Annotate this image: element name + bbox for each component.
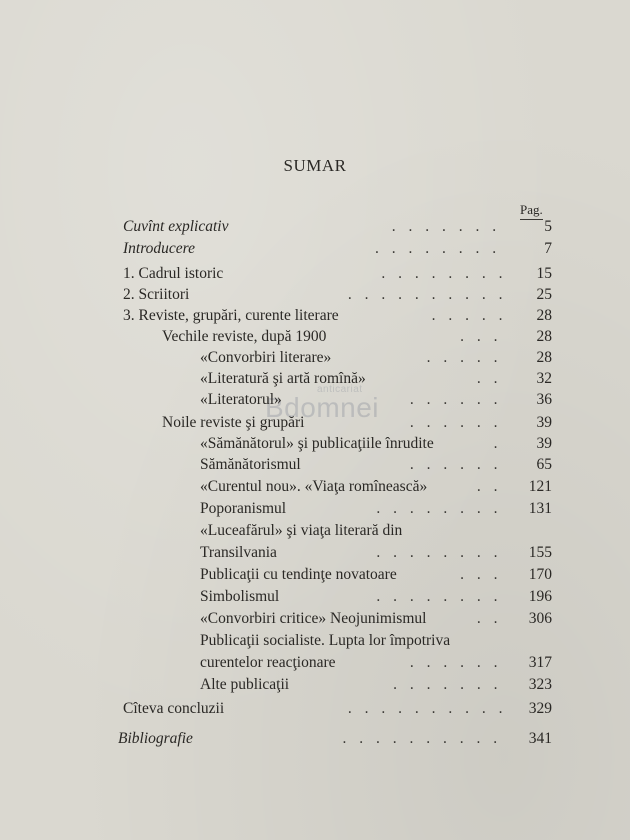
toc-entry-poporanismul — [200, 500, 502, 522]
toc-entry-transilvania — [200, 544, 502, 566]
toc-page: 39 — [536, 414, 552, 431]
toc-dots: . . . . . — [431, 307, 507, 324]
toc-label: Transilvania — [200, 544, 277, 561]
toc-entry-scriitori — [123, 286, 507, 308]
toc-label: Alte publicaţii — [200, 676, 290, 693]
toc-dots: . . . — [460, 328, 502, 345]
toc-label: Cuvînt explicativ — [123, 218, 229, 235]
toc-label: «Luceafărul» şi viaţa literară din — [200, 522, 403, 539]
toc-entry-alte-publicatii — [200, 676, 502, 698]
toc-page: 317 — [528, 654, 552, 671]
toc-page: 170 — [528, 566, 552, 583]
page-column-header: Pag. — [520, 202, 543, 220]
toc-label: Poporanismul — [200, 500, 287, 517]
toc-label: 1. Cadrul istoric — [123, 265, 224, 282]
toc-label: 3. Reviste, grupări, curente literare — [123, 307, 339, 324]
toc-page: 323 — [528, 676, 552, 693]
toc-page: 65 — [536, 456, 552, 473]
toc-entry-publicatii-socialiste — [200, 632, 520, 654]
toc-page: 196 — [528, 588, 552, 605]
toc-label: Sămănătorismul — [200, 456, 301, 473]
toc-page: 36 — [536, 391, 552, 408]
toc-entry-literatorul — [200, 391, 502, 413]
toc-entry-introducere — [123, 240, 501, 262]
toc-dots: . . . . . . . . — [376, 588, 502, 605]
toc-entry-luceafarul — [200, 522, 502, 544]
toc-page: 121 — [528, 478, 552, 495]
toc-dots: . . . — [460, 566, 502, 583]
toc-entry-bibliografie — [118, 730, 502, 752]
toc-entry-literatura — [200, 370, 502, 392]
toc-entry-curentul-nou — [200, 478, 502, 500]
toc-dots: . . . . . . . — [393, 676, 502, 693]
toc-page: 28 — [536, 307, 552, 324]
toc-label: 2. Scriitori — [123, 286, 190, 303]
toc-entry-simbolismul — [200, 588, 502, 610]
toc-page: 28 — [536, 349, 552, 366]
toc-dots: . — [493, 435, 502, 452]
toc-label: «Sămănătorul» şi publicaţiile înrudite — [200, 435, 434, 452]
toc-dots: . . . . . . . . — [381, 265, 507, 282]
toc-dots: . . . . . . . . . . — [347, 700, 507, 717]
toc-page: 32 — [536, 370, 552, 387]
watermark-small: anticariat — [317, 384, 363, 395]
toc-entry-noile — [162, 414, 502, 436]
toc-label: Simbolismul — [200, 588, 280, 605]
toc-dots: . . . . . . . . — [376, 500, 502, 517]
toc-dots: . . . . . . — [409, 414, 502, 431]
toc-page: 155 — [528, 544, 552, 561]
toc-page: 15 — [536, 265, 552, 282]
toc-page: 25 — [536, 286, 552, 303]
toc-entry-curentelor — [200, 654, 502, 676]
toc-label: Vechile reviste, după 1900 — [162, 328, 327, 345]
toc-entry-convorbiri-critice — [200, 610, 502, 632]
toc-page: 7 — [544, 240, 552, 257]
toc-label: Introducere — [123, 240, 196, 257]
toc-dots: . . — [476, 478, 502, 495]
toc-page: 329 — [528, 700, 552, 717]
toc-label: «Convorbiri literare» — [200, 349, 332, 366]
toc-label: Noile reviste şi grupări — [162, 414, 305, 431]
watermark-text: Bdomnei — [265, 392, 380, 423]
toc-page: 5 — [544, 218, 552, 235]
page-title: SUMAR — [283, 156, 347, 175]
toc-entry-publicatii-novatoare — [200, 566, 502, 588]
toc-entry-cuvint — [123, 218, 501, 240]
toc-page: 39 — [536, 435, 552, 452]
toc-entry-convorbiri-literare — [200, 349, 502, 371]
toc-page: 131 — [528, 500, 552, 517]
toc-label: «Literatorul» — [200, 391, 282, 408]
toc-label: «Convorbiri critice» Neojunimismul — [200, 610, 427, 627]
toc-label: Publicaţii socialiste. Lupta lor împotriva — [200, 632, 451, 649]
toc-dots: . . . . . . — [409, 456, 502, 473]
toc-dots: . . . . . — [426, 349, 502, 366]
toc-dots: . . — [476, 610, 502, 627]
toc-entry-concluzii — [123, 700, 507, 722]
toc-page: 306 — [528, 610, 552, 627]
toc-dots: . . . . . . — [409, 391, 502, 408]
toc-dots: . . . . . . . . . . — [342, 730, 502, 747]
toc-label: Publicaţii cu tendinţe novatoare — [200, 566, 397, 583]
toc-dots: . . — [476, 370, 502, 387]
toc-entry-samanatorismul — [200, 456, 502, 478]
toc-dots: . . . . . . — [409, 654, 502, 671]
toc-entry-reviste — [123, 307, 507, 329]
toc-page: 28 — [536, 328, 552, 345]
toc-label: Bibliografie — [118, 730, 193, 747]
toc-label: curentelor reacţionare — [200, 654, 336, 671]
toc-label: «Literatură şi artă romînă» — [200, 370, 366, 387]
toc-dots: . . . . . . . . — [376, 544, 502, 561]
toc-entry-cadrul — [123, 265, 507, 287]
toc-page: 341 — [528, 730, 552, 747]
toc-entry-samanatorul — [200, 435, 502, 457]
toc-label: Cîteva concluzii — [123, 700, 225, 717]
toc-label: «Curentul nou». «Viaţa romînească» — [200, 478, 428, 495]
toc-dots: . . . . . . . . — [375, 240, 501, 257]
toc-dots: . . . . . . . — [392, 218, 501, 235]
toc-entry-vechile — [162, 328, 502, 350]
toc-dots: . . . . . . . . . . — [347, 286, 507, 303]
